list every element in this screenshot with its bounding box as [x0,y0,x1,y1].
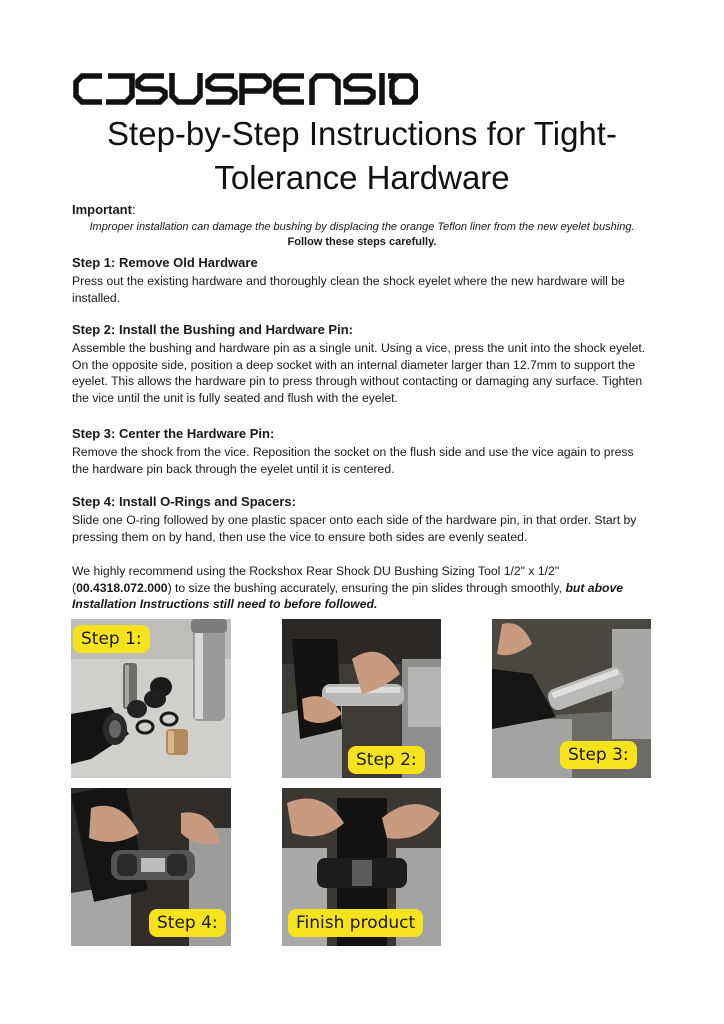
step-3-badge: Step 3: [560,741,637,769]
step-2-photo [282,619,441,778]
step-3-body: Remove the shock from the vice. Reposition the socket on the flush side and use the vice again to press the hardware pin back through the eyelet until it is centered. [72,445,634,476]
important-notice: Improper installation can damage the bushing by displacing the orange Teflon liner from the new eyelet bushing. Follow these steps carefully. [89,221,635,248]
step-1-photo [71,619,231,778]
step-1-heading: Step 1: Remove Old Hardware [72,255,258,270]
step-1-badge: Step 1: [73,625,150,653]
recommendation-text: We highly recommend using the Rockshox Rear Shock DU Bushing Sizing Tool 1/2" x 1/2" (00.4318.072.000) to size the bushing accurately, ensuring the pin slides through smoothly, but above Installation Instructions still need to before followed. [72,564,624,611]
step-1-body: Press out the existing hardware and thoroughly clean the shock eyelet where the new hardware will be installed. [72,274,625,305]
important-label: Important: [72,202,136,217]
step-3-section [72,426,652,477]
step-2-heading: Step 2: Install the Bushing and Hardware Pin: [72,322,353,337]
step-3-heading: Step 3: Center the Hardware Pin: [72,426,275,441]
step-4-section [72,494,652,545]
step-3-photo [492,619,651,778]
step-2-section [72,322,652,406]
step-4-photo [71,788,231,946]
step-2-body: Assemble the bushing and hardware pin as a single unit. Using a vice, press the unit into the shock eyelet. On the opposite side, position a deep socket with an internal diameter larger than 12.7mm to support the eyelet. This allows the hardware pin to press through without contacting or damaging any surface. Tighten the vice until the unit is fully seated and flush with the eyelet. [72,341,646,405]
important-emphasis: Follow these steps carefully. [287,236,437,248]
page-title: Step-by-Step Instructions for Tight-Tolerance Hardware [107,115,617,196]
finish-product-photo [282,788,441,946]
part-number: 00.4318.072.000 [76,580,168,595]
step-4-body: Slide one O-ring followed by one plastic spacer onto each side of the hardware pin, in that order. Start by pressing them on by hand, then use the vice to ensure both sides are evenly seated. [72,513,637,544]
finish-product-badge: Finish product [288,909,423,937]
step-4-badge: Step 4: [149,909,226,937]
step-2-badge: Step 2: [348,746,425,774]
step-1-section [72,255,652,306]
recommendation-emphasis: but above Installation Instructions still need to before followed. [72,580,624,611]
step-4-heading: Step 4: Install O-Rings and Spacers: [72,494,296,509]
cjsuspension-logo [72,70,418,108]
